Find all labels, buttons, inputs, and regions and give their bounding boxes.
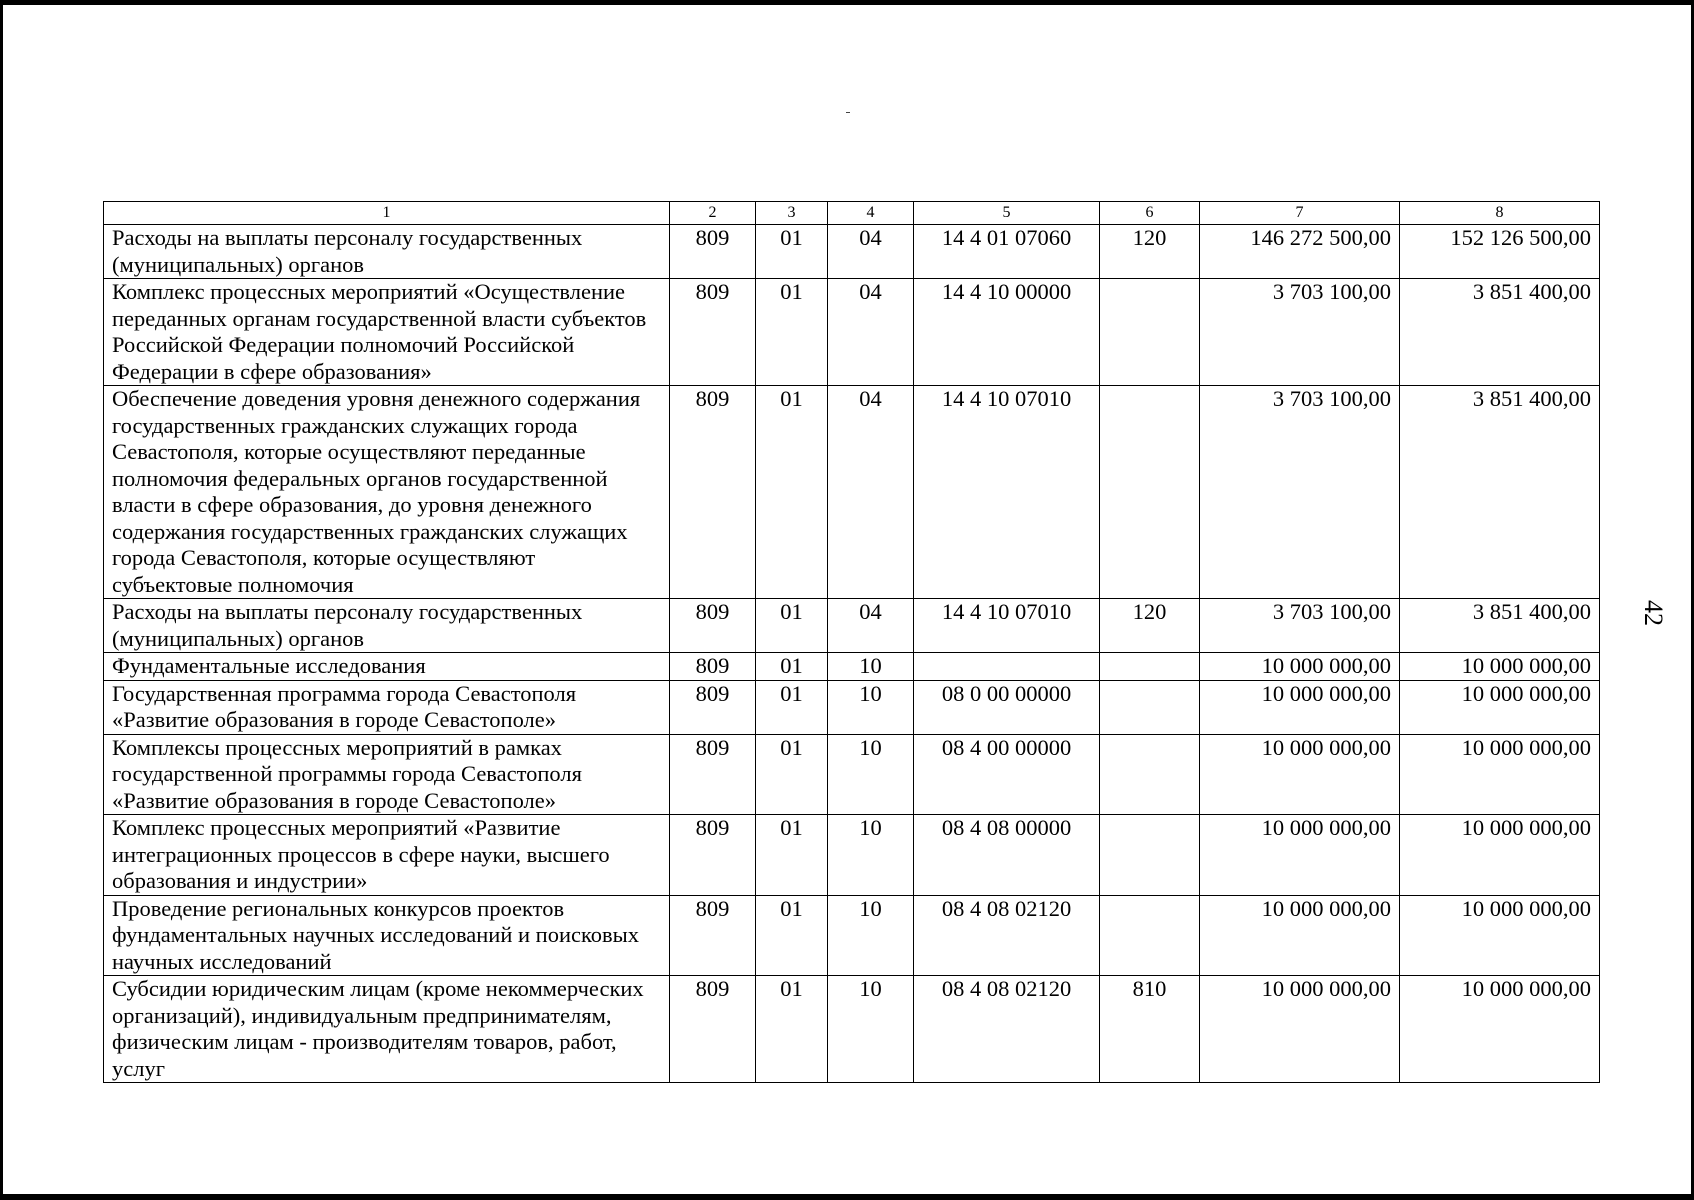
amount-year-1: 10 000 000,00 <box>1200 895 1400 976</box>
subsection-code: 10 <box>828 680 914 734</box>
expense-name: Фундаментальные исследования <box>104 653 670 681</box>
expense-type-code <box>1100 815 1200 896</box>
subsection-code: 04 <box>828 386 914 599</box>
target-article-code: 14 4 01 07060 <box>914 225 1100 279</box>
ministry-code: 809 <box>670 815 756 896</box>
amount-year-1: 10 000 000,00 <box>1200 815 1400 896</box>
expense-name: Расходы на выплаты персоналу государственных (муниципальных) органов <box>104 225 670 279</box>
column-header: 6 <box>1100 202 1200 225</box>
expense-name: Комплекс процессных мероприятий «Развитие интеграционных процессов в сфере науки, высшего образования и индустрии» <box>104 815 670 896</box>
expense-name: Субсидии юридическим лицам (кроме некоммерческих организаций), индивидуальным предпринимателям, физическим лицам - производителям товаров, работ, услуг <box>104 976 670 1083</box>
target-article-code <box>914 653 1100 681</box>
table-row <box>104 653 1600 681</box>
subsection-code: 10 <box>828 815 914 896</box>
table-row <box>104 895 1600 976</box>
expense-name: Расходы на выплаты персоналу государственных (муниципальных) органов <box>104 599 670 653</box>
ministry-code: 809 <box>670 599 756 653</box>
table-row <box>104 680 1600 734</box>
target-article-code: 08 0 00 00000 <box>914 680 1100 734</box>
amount-year-1: 10 000 000,00 <box>1200 653 1400 681</box>
target-article-code: 14 4 10 07010 <box>914 599 1100 653</box>
expense-name: Проведение региональных конкурсов проектов фундаментальных научных исследований и поисковых научных исследований <box>104 895 670 976</box>
expense-type-code <box>1100 895 1200 976</box>
page-number: 42 <box>1639 600 1668 626</box>
amount-year-2: 10 000 000,00 <box>1400 653 1600 681</box>
header-row <box>104 202 1600 225</box>
table-row <box>104 386 1600 599</box>
target-article-code: 08 4 08 00000 <box>914 815 1100 896</box>
ministry-code: 809 <box>670 386 756 599</box>
section-code: 01 <box>756 895 828 976</box>
column-header: 2 <box>670 202 756 225</box>
table-row <box>104 279 1600 386</box>
table-row <box>104 599 1600 653</box>
ministry-code: 809 <box>670 734 756 815</box>
amount-year-1: 10 000 000,00 <box>1200 976 1400 1083</box>
section-code: 01 <box>756 279 828 386</box>
column-header: 4 <box>828 202 914 225</box>
table-row <box>104 225 1600 279</box>
column-header: 7 <box>1200 202 1400 225</box>
section-code: 01 <box>756 976 828 1083</box>
amount-year-2: 3 851 400,00 <box>1400 279 1600 386</box>
ministry-code: 809 <box>670 225 756 279</box>
section-code: 01 <box>756 386 828 599</box>
table-row <box>104 976 1600 1083</box>
amount-year-1: 3 703 100,00 <box>1200 599 1400 653</box>
expense-type-code <box>1100 680 1200 734</box>
section-code: 01 <box>756 815 828 896</box>
expense-type-code <box>1100 734 1200 815</box>
ministry-code: 809 <box>670 279 756 386</box>
subsection-code: 10 <box>828 976 914 1083</box>
expense-name: Обеспечение доведения уровня денежного содержания государственных гражданских служащих города Севастополя, которые осуществляют переданные полномочия федеральных органов государственной власти в сфере образования, до уровня денежного содержания государственных гражданских служащих города Севастополя, которые осуществляют субъектовые полномочия <box>104 386 670 599</box>
expense-type-code <box>1100 386 1200 599</box>
amount-year-1: 3 703 100,00 <box>1200 279 1400 386</box>
table-row <box>104 734 1600 815</box>
amount-year-2: 10 000 000,00 <box>1400 680 1600 734</box>
subsection-code: 04 <box>828 599 914 653</box>
amount-year-2: 10 000 000,00 <box>1400 815 1600 896</box>
expense-type-code: 810 <box>1100 976 1200 1083</box>
ministry-code: 809 <box>670 976 756 1083</box>
column-header: 8 <box>1400 202 1600 225</box>
amount-year-1: 10 000 000,00 <box>1200 680 1400 734</box>
section-code: 01 <box>756 680 828 734</box>
target-article-code: 14 4 10 07010 <box>914 386 1100 599</box>
target-article-code: 08 4 00 00000 <box>914 734 1100 815</box>
subsection-code: 04 <box>828 279 914 386</box>
target-article-code: 08 4 08 02120 <box>914 976 1100 1083</box>
amount-year-2: 10 000 000,00 <box>1400 734 1600 815</box>
expense-name: Комплекс процессных мероприятий «Осуществление переданных органам государственной власти субъектов Российской Федерации полномочий Российской Федерации в сфере образования» <box>104 279 670 386</box>
section-code: 01 <box>756 653 828 681</box>
expense-name: Государственная программа города Севастополя «Развитие образования в городе Севастополе» <box>104 680 670 734</box>
expense-type-code <box>1100 279 1200 386</box>
expense-type-code: 120 <box>1100 225 1200 279</box>
amount-year-1: 3 703 100,00 <box>1200 386 1400 599</box>
ministry-code: 809 <box>670 653 756 681</box>
amount-year-2: 3 851 400,00 <box>1400 599 1600 653</box>
target-article-code: 14 4 10 00000 <box>914 279 1100 386</box>
amount-year-2: 152 126 500,00 <box>1400 225 1600 279</box>
section-code: 01 <box>756 225 828 279</box>
expense-type-code: 120 <box>1100 599 1200 653</box>
subsection-code: 10 <box>828 895 914 976</box>
budget-table <box>103 201 1600 1083</box>
amount-year-1: 10 000 000,00 <box>1200 734 1400 815</box>
ministry-code: 809 <box>670 895 756 976</box>
column-header: 3 <box>756 202 828 225</box>
subsection-code: 10 <box>828 734 914 815</box>
amount-year-2: 10 000 000,00 <box>1400 976 1600 1083</box>
expense-name: Комплексы процессных мероприятий в рамках государственной программы города Севастополя «Развитие образования в городе Севастополе» <box>104 734 670 815</box>
column-header: 1 <box>104 202 670 225</box>
expense-type-code <box>1100 653 1200 681</box>
table-row <box>104 815 1600 896</box>
column-header: 5 <box>914 202 1100 225</box>
amount-year-2: 3 851 400,00 <box>1400 386 1600 599</box>
amount-year-2: 10 000 000,00 <box>1400 895 1600 976</box>
amount-year-1: 146 272 500,00 <box>1200 225 1400 279</box>
section-code: 01 <box>756 599 828 653</box>
target-article-code: 08 4 08 02120 <box>914 895 1100 976</box>
ministry-code: 809 <box>670 680 756 734</box>
subsection-code: 10 <box>828 653 914 681</box>
scan-speck <box>846 112 850 113</box>
subsection-code: 04 <box>828 225 914 279</box>
section-code: 01 <box>756 734 828 815</box>
